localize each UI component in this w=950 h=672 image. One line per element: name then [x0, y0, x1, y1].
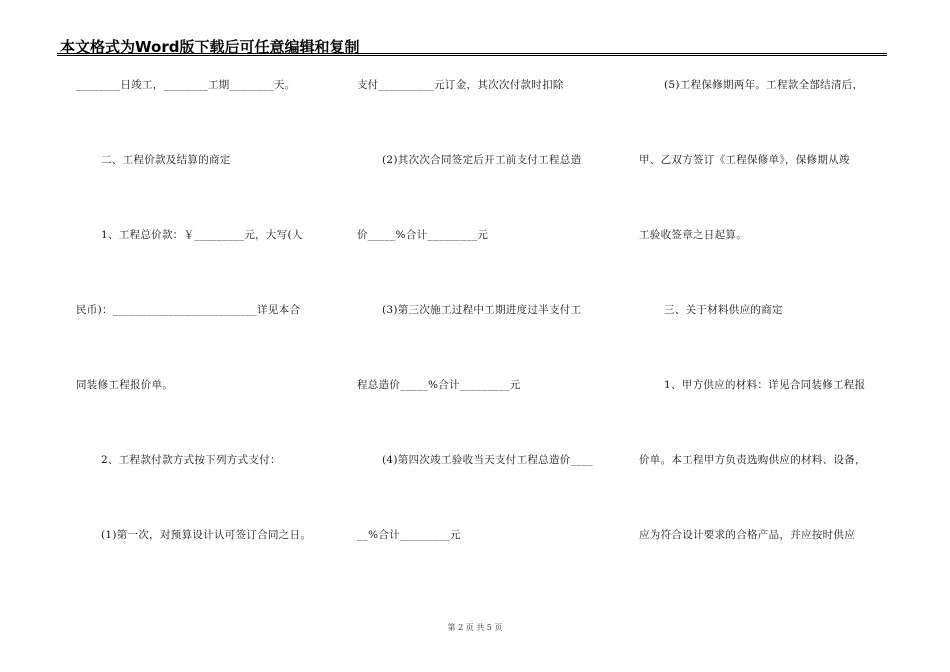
paragraph-line: 1、工程总价款：￥_________元，大写(人: [101, 229, 303, 241]
paragraph-line: 程总造价_____%合计_________元: [357, 379, 521, 391]
header-rule: [57, 55, 887, 56]
page-header-title: 本文格式为Word版下载后可任意编辑和复制: [60, 38, 360, 56]
paragraph-line: (3)第三次施工过程中工期进度过半支付工: [382, 304, 582, 316]
paragraph-line: 支付__________元订金，其次次付款时扣除: [357, 79, 564, 91]
paragraph-line: 甲、乙双方签订《工程保修单》，保修期从竣: [639, 154, 850, 166]
paragraph-line: ________日竣工，________工期________天。: [76, 79, 296, 91]
paragraph-line: (4)第四次竣工验收当天支付工程总造价____: [382, 454, 593, 466]
page-number-footer: 第 2 页 共 5 页: [447, 623, 503, 632]
paragraph-line: 1、甲方供应的材料：详见合同装修工程报: [664, 379, 866, 391]
paragraph-line: 应为符合设计要求的合格产品，并应按时供应: [639, 529, 855, 541]
section-heading: 三、关于材料供应的商定: [664, 304, 783, 316]
paragraph-line: (1)第一次，对预算设计认可签订合同之日。: [101, 529, 312, 541]
paragraph-line: 价单。本工程甲方负责选购供应的材料、设备，: [639, 454, 866, 466]
paragraph-line: __%合计_________元: [357, 529, 461, 541]
paragraph-line: 2、工程款付款方式按下列方式支付：: [101, 454, 281, 466]
paragraph-line: (5)工程保修期两年。工程款全部结清后，: [664, 79, 864, 91]
section-heading: 二、工程价款及结算的商定: [101, 154, 231, 166]
paragraph-line: 价_____%合计_________元: [357, 229, 489, 241]
paragraph-line: 工验收签章之日起算。: [639, 229, 747, 241]
paragraph-line: 同装修工程报价单。: [76, 379, 174, 391]
paragraph-line: (2)其次次合同签定后开工前支付工程总造: [382, 154, 582, 166]
header-rule: [57, 53, 887, 54]
paragraph-line: 民币)：__________________________详见本合: [76, 304, 301, 316]
